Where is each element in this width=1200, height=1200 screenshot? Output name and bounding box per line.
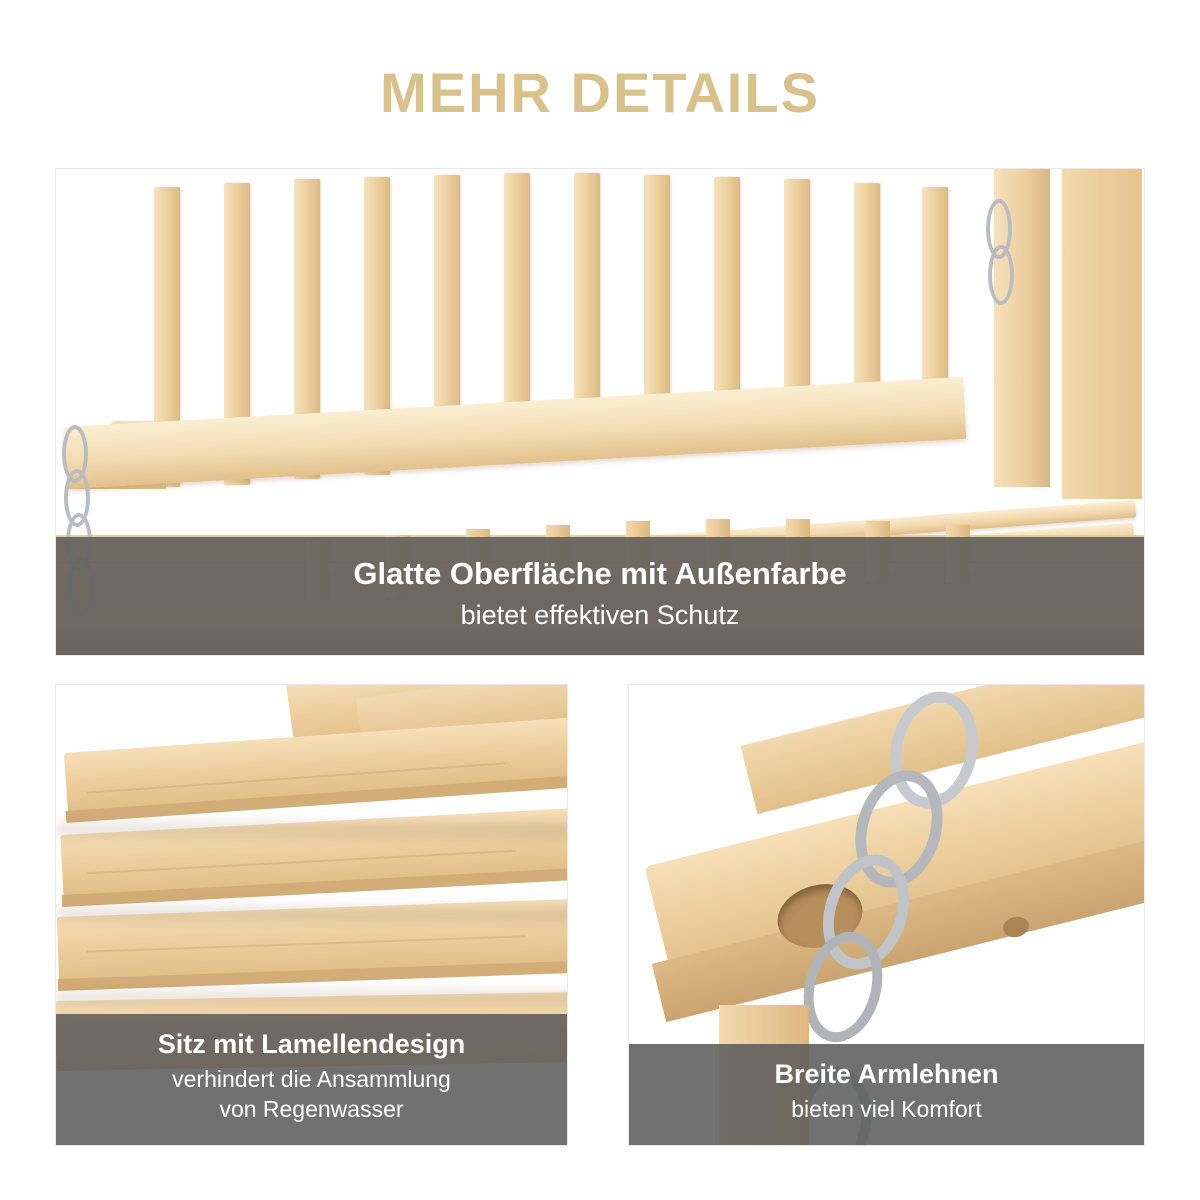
caption-subtitle-line1: verhindert die Ansammlung <box>172 1066 451 1093</box>
caption-armrest <box>629 1044 1144 1145</box>
caption-slatted-seat <box>56 1014 567 1145</box>
caption-subtitle: bieten viel Komfort <box>791 1096 982 1123</box>
detail-panel-slatted-seat <box>55 684 568 1146</box>
caption-title: Glatte Oberfläche mit Außenfarbe <box>353 556 847 592</box>
detail-panel-armrest <box>628 684 1145 1146</box>
caption-title: Sitz mit Lamellendesign <box>157 1029 466 1060</box>
caption-subtitle: bietet effektiven Schutz <box>460 599 740 630</box>
chain-link-icon <box>988 245 1014 305</box>
caption-surface <box>56 537 1144 655</box>
caption-title: Breite Armlehnen <box>774 1059 999 1090</box>
caption-subtitle-line2: von Regenwasser <box>219 1096 404 1123</box>
detail-panel-surface <box>55 168 1145 656</box>
page-title: MEHR DETAILS <box>380 61 820 124</box>
